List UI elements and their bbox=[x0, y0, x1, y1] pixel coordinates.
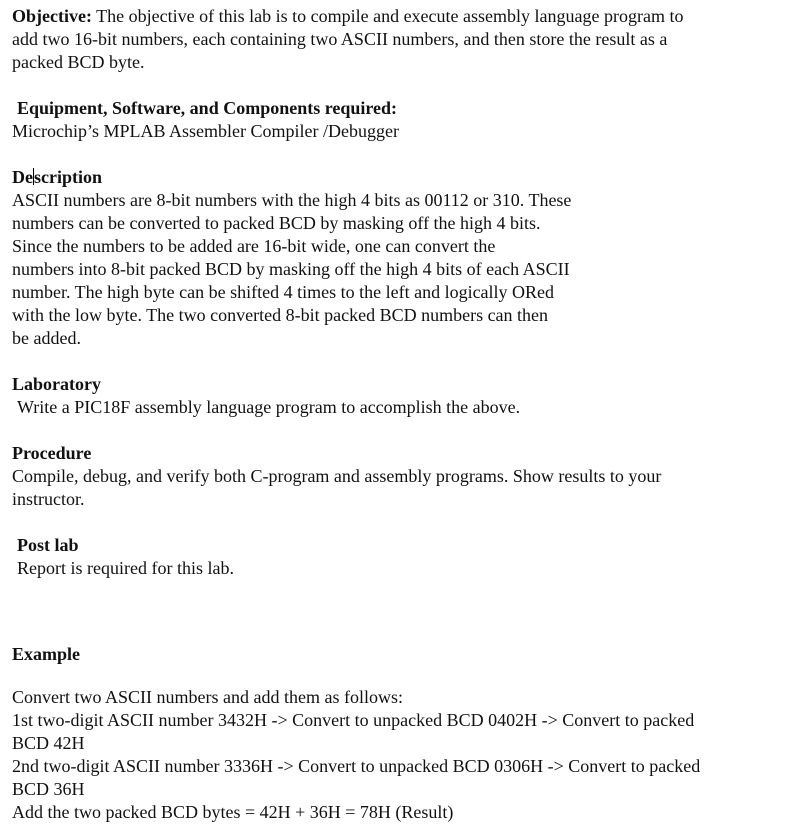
example-heading: Example bbox=[12, 644, 81, 664]
description-line-4: numbers into 8-bit packed BCD by masking off the high 4 bits of each ASCII bbox=[12, 259, 570, 279]
description-line-7: be added. bbox=[12, 328, 81, 348]
description-line-5: number. The high byte can be shifted 4 times to the left and logically ORed bbox=[12, 282, 555, 302]
procedure-line-1: Compile, debug, and verify both C-program and assembly programs. Show results to your bbox=[12, 466, 662, 486]
equipment-heading: Equipment, Software, and Components required: bbox=[17, 98, 398, 118]
description-heading-part1: De bbox=[12, 167, 33, 187]
laboratory-text: Write a PIC18F assembly language program to accomplish the above. bbox=[17, 397, 521, 417]
description-line-6: with the low byte. The two converted 8-bit packed BCD numbers can then bbox=[12, 305, 549, 325]
example-line-2: 1st two-digit ASCII number 3432H -> Convert to unpacked BCD 0402H -> Convert to packed bbox=[12, 710, 695, 730]
objective-line-2: add two 16-bit numbers, each containing two ASCII numbers, and then store the result as a bbox=[12, 29, 668, 49]
postlab-heading: Post lab bbox=[17, 535, 79, 555]
description-line-1: ASCII numbers are 8-bit numbers with the high 4 bits as 00112 or 310. These bbox=[12, 190, 572, 210]
description-line-3: Since the numbers to be added are 16-bit wide, one can convert the bbox=[12, 236, 496, 256]
example-line-6: Add the two packed BCD bytes = 42H + 36H = 78H (Result) bbox=[12, 802, 454, 822]
objective-line-3: packed BCD byte. bbox=[12, 52, 145, 72]
description-heading bbox=[12, 166, 781, 189]
procedure-line-2: instructor. bbox=[12, 489, 85, 509]
example-line-4: 2nd two-digit ASCII number 3336H -> Convert to unpacked BCD 0306H -> Convert to packed bbox=[12, 756, 701, 776]
procedure-heading: Procedure bbox=[12, 443, 92, 463]
objective-line-1 bbox=[12, 5, 781, 28]
objective-label: Objective: bbox=[12, 6, 92, 26]
example-line-5: BCD 36H bbox=[12, 779, 85, 799]
equipment-text: Microchip’s MPLAB Assembler Compiler /Debugger bbox=[12, 121, 399, 141]
laboratory-heading: Laboratory bbox=[12, 374, 101, 394]
example-line-3: BCD 42H bbox=[12, 733, 85, 753]
objective-text-1: The objective of this lab is to compile and execute assembly language program to bbox=[91, 6, 684, 26]
description-heading-part2: scription bbox=[34, 167, 103, 187]
example-line-1: Convert two ASCII numbers and add them as follows: bbox=[12, 687, 403, 707]
description-line-2: numbers can be converted to packed BCD by masking off the high 4 bits. bbox=[12, 213, 541, 233]
postlab-text: Report is required for this lab. bbox=[17, 558, 234, 578]
